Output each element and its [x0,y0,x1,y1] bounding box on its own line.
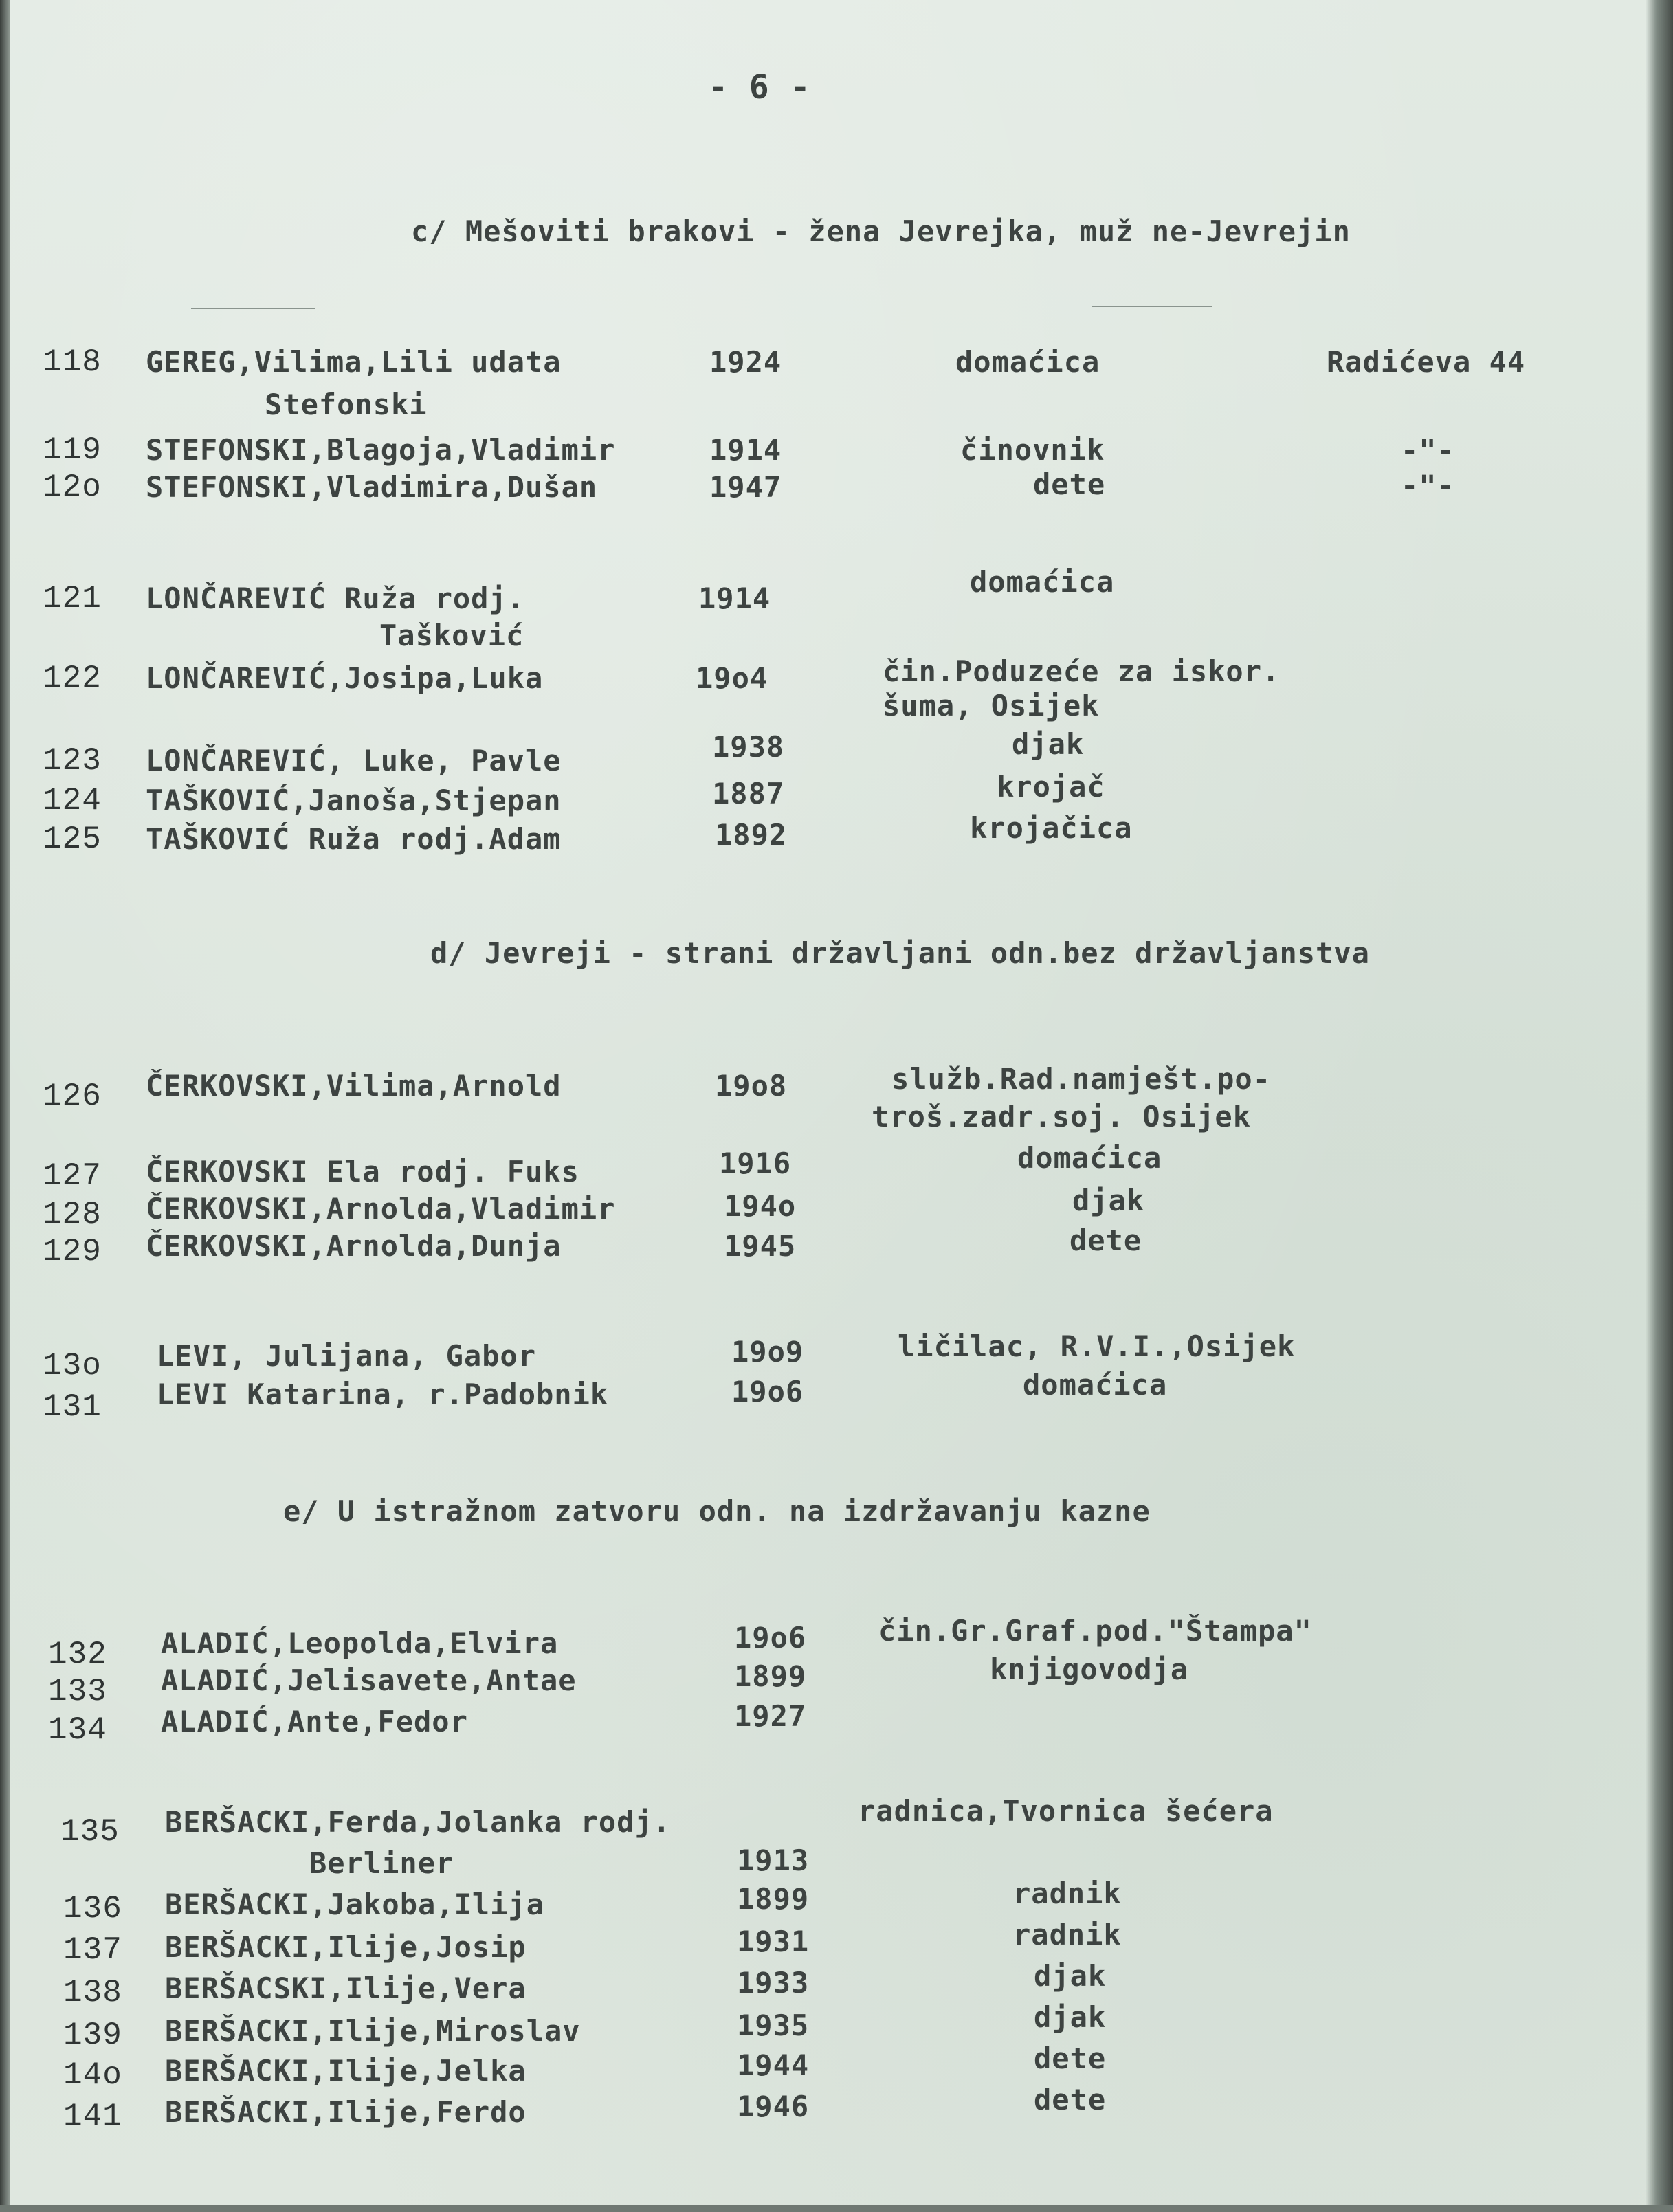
entry-number: 118 [43,344,102,380]
entry-name: LEVI Katarina, r.Padobnik [157,1378,609,1411]
entry-occupation: dete [1034,2083,1107,2116]
entry-occupation: djak [1034,2000,1107,2034]
entry-name: BERŠACKI,Ilije,Ferdo [165,2095,527,2129]
entry-year: 19o9 [731,1335,804,1369]
entry-name: ČERKOVSKI,Arnolda,Vladimir [146,1192,616,1226]
entry-year: 1914 [698,582,771,615]
entry-occupation: ličilac, R.V.I.,Osijek [898,1329,1296,1363]
entry-year: 19o6 [731,1375,804,1408]
entry-name: STEFONSKI,Blagoja,Vladimir [146,433,616,467]
entry-name: LONČAREVIĆ Ruža rodj. [146,582,526,615]
entry-number: 133 [48,1674,107,1710]
entry-occupation: dete [1070,1224,1142,1257]
entry-name: ALADIĆ,Jelisavete,Antae [161,1663,577,1697]
entry-name: LONČAREVIĆ,Josipa,Luka [146,661,544,695]
entry-name-continuation: Stefonski [265,388,428,421]
entry-year: 194o [724,1189,797,1223]
entry-year: 1947 [709,470,782,504]
entry-occupation: radnik [1013,1877,1122,1910]
entry-occupation: radnik [1013,1918,1122,1951]
entry-occupation: domaćica [955,345,1100,379]
entry-name: ČERKOVSKI,Vilima,Arnold [146,1069,562,1103]
entry-occupation: domaćica [1017,1141,1162,1175]
entry-number: 134 [48,1712,107,1748]
entry-address: -"- [1401,469,1455,502]
entry-number: 128 [43,1197,102,1232]
entry-year: 1892 [715,818,788,852]
entry-number: 125 [43,821,102,857]
entry-name: BERŠACKI,Jakoba,Ilija [165,1888,545,1921]
entry-name: TAŠKOVIĆ,Janoša,Stjepan [146,784,562,817]
section-heading-e: e/ U istražnom zatvoru odn. na izdržavanju kazne [283,1494,1151,1528]
entry-number: 13o [43,1348,102,1384]
scan-edge-left [0,0,10,2212]
entry-number: 131 [43,1389,102,1425]
entry-name: ALADIĆ,Ante,Fedor [161,1705,468,1738]
entry-address: -"- [1401,433,1455,467]
entry-number: 127 [43,1158,102,1194]
entry-number: 132 [48,1637,107,1672]
entry-occupation: djak [1012,727,1085,761]
entry-name-continuation: Berliner [309,1846,454,1880]
entry-year: 19o4 [696,661,768,695]
entry-number: 14o [63,2057,122,2093]
entry-name: BERŠACKI,Ilije,Jelka [165,2054,527,2088]
entry-address: Radićeva 44 [1327,345,1526,379]
entry-name-continuation: Tašković [379,619,524,652]
entry-name: STEFONSKI,Vladimira,Dušan [146,470,598,504]
entry-occupation: domaćica [970,565,1115,599]
entry-year: 19o6 [734,1621,807,1655]
entry-name: BERŠACKI,Ilije,Miroslav [165,2014,581,2048]
entry-name: GEREG,Vilima,Lili udata [146,345,562,379]
entry-year: 1899 [734,1659,807,1693]
entry-occupation: djak [1034,1959,1107,1993]
entry-number: 122 [43,661,102,696]
entry-name: ČERKOVSKI,Arnolda,Dunja [146,1229,562,1263]
entry-name: LONČAREVIĆ, Luke, Pavle [146,744,562,777]
entry-occupation: domaćica [1023,1368,1168,1402]
entry-name: BERŠACKI,Ilije,Josip [165,1930,527,1964]
entry-occupation-continuation: troš.zadr.soj. Osijek [872,1100,1252,1133]
entry-name: ČERKOVSKI Ela rodj. Fuks [146,1155,579,1188]
entry-occupation: knjigovodja [990,1652,1189,1686]
entry-name: TAŠKOVIĆ Ruža rodj.Adam [146,822,562,856]
entry-year: 1935 [737,2009,810,2042]
entry-year: 1916 [719,1147,792,1180]
entry-year: 1899 [737,1882,810,1916]
entry-occupation: čin.Gr.Graf.pod."Štampa" [878,1614,1312,1648]
page-number: - 6 - [708,68,811,107]
entry-number: 119 [43,432,102,468]
divider [1092,306,1212,307]
entry-year: 1945 [724,1229,797,1263]
entry-number: 138 [63,1975,122,2011]
entry-occupation: krojačica [970,811,1133,845]
divider [191,308,315,309]
entry-number: 141 [63,2099,122,2134]
entry-number: 139 [63,2017,122,2053]
entry-number: 137 [63,1932,122,1968]
entry-number: 123 [43,743,102,779]
entry-occupation: činovnik [960,433,1105,467]
entry-year: 1913 [737,1844,810,1877]
entry-occupation: služb.Rad.namješt.po- [891,1062,1272,1096]
entry-year: 1946 [737,2090,810,2123]
section-heading-c: c/ Mešoviti brakovi - žena Jevrejka, muž ne-Jevrejin [411,214,1351,248]
entry-year: 1887 [712,777,785,810]
entry-name: ALADIĆ,Leopolda,Elvira [161,1626,559,1660]
entry-occupation-continuation: šuma, Osijek [883,689,1100,722]
entry-year: 1927 [734,1699,807,1733]
entry-number: 12o [43,469,102,505]
entry-occupation: čin.Poduzeće za iskor. [883,654,1281,688]
entry-number: 135 [60,1814,120,1850]
entry-number: 126 [43,1079,102,1114]
entry-year: 19o8 [715,1069,788,1103]
entry-year: 1914 [709,433,782,467]
scan-edge-right [1646,0,1673,2212]
section-heading-d: d/ Jevreji - strani državljani odn.bez državljanstva [430,936,1370,970]
entry-occupation: dete [1034,2042,1107,2075]
entry-name: LEVI, Julijana, Gabor [157,1339,537,1373]
entry-year: 1944 [737,2048,810,2082]
entry-year: 1931 [737,1925,810,1958]
entry-occupation: radnica,Tvornica šećera [858,1794,1274,1828]
entry-occupation: krojač [997,770,1105,804]
entry-number: 129 [43,1234,102,1270]
entry-number: 121 [43,581,102,617]
entry-number: 136 [63,1891,122,1927]
entry-name: BERŠACSKI,Ilije,Vera [165,1971,527,2005]
entry-occupation: djak [1072,1184,1145,1217]
entry-occupation: dete [1033,467,1106,501]
entry-year: 1924 [709,345,782,379]
entry-year: 1933 [737,1966,810,2000]
entry-number: 124 [43,783,102,819]
entry-year: 1938 [712,730,785,764]
entry-name: BERŠACKI,Ferda,Jolanka rodj. [165,1805,672,1839]
scan-edge-bottom [0,2205,1673,2212]
